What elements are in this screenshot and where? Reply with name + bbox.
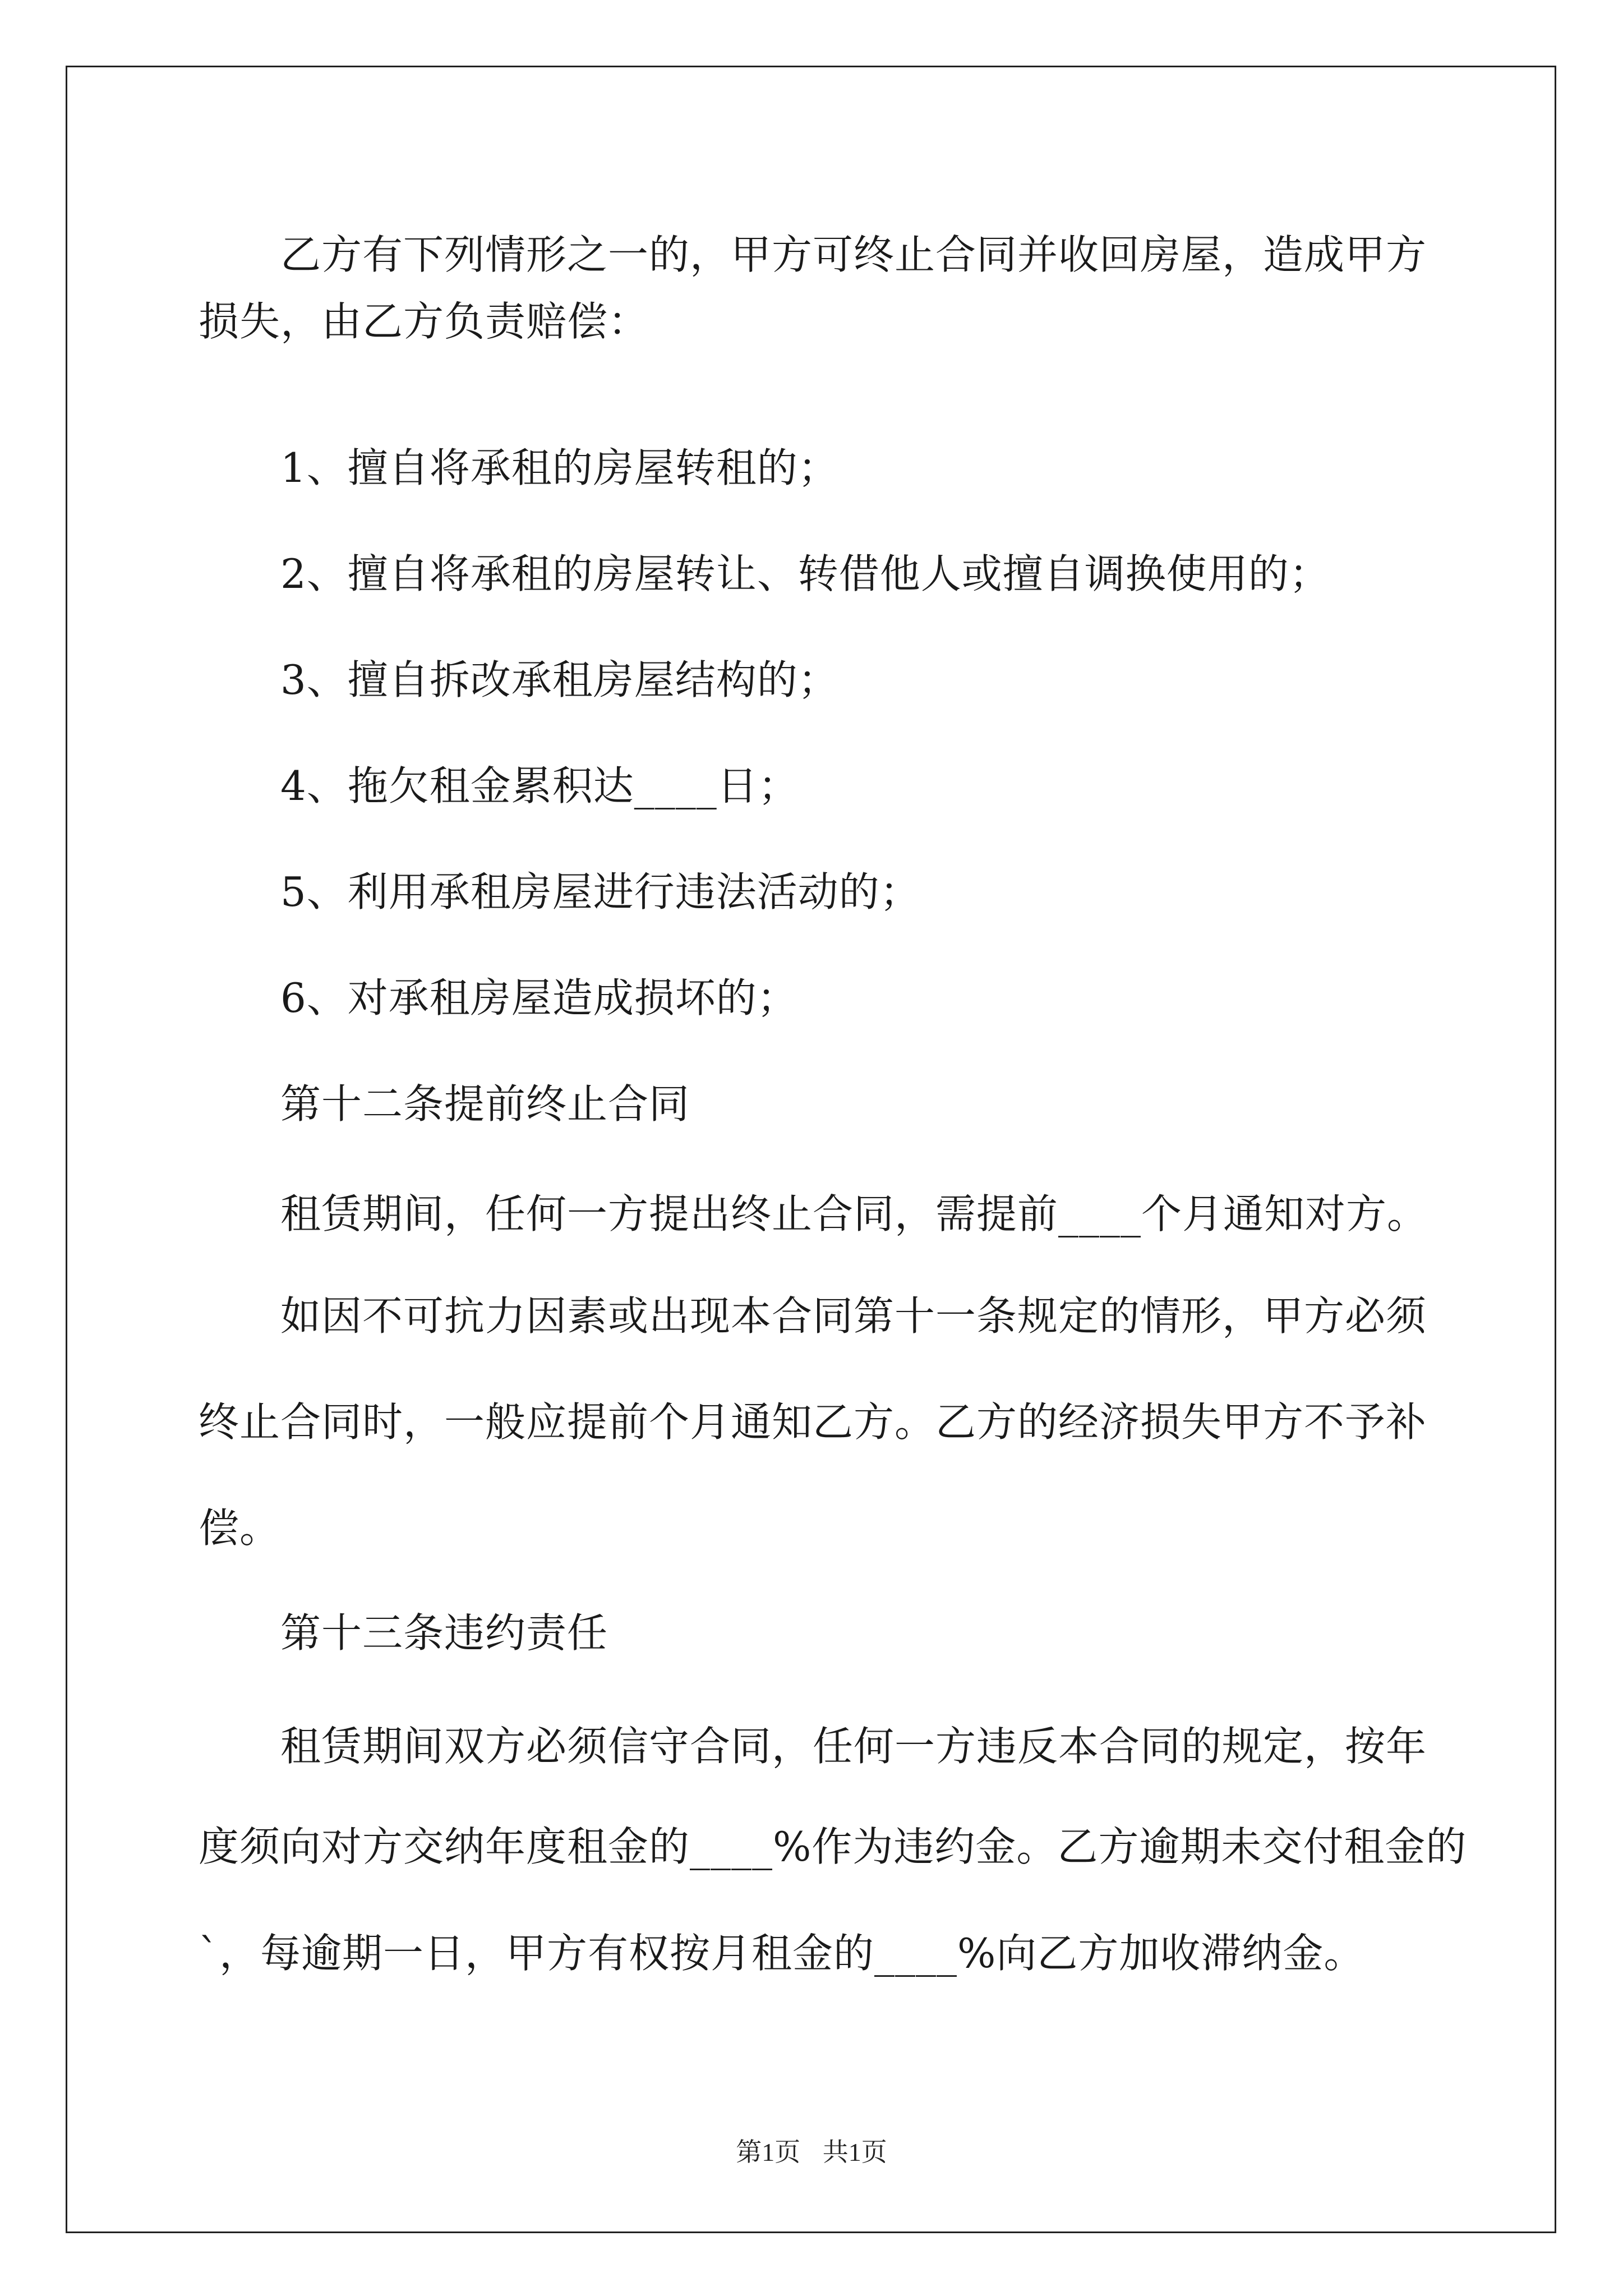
- page-footer: [0, 2132, 1623, 2169]
- paragraph-line: 损失，由乙方负责赔偿：: [199, 298, 649, 345]
- paragraph-line: 租赁期间双方必须信守合同，任何一方违反本合同的规定，按年: [280, 1723, 1427, 1770]
- paragraph-line: `，每逾期一日，甲方有权按月租金的____%向乙方加收滞纳金。: [199, 1930, 1365, 1977]
- section-heading: 第十三条违约责任: [280, 1609, 608, 1657]
- paragraph-line: 偿。: [199, 1504, 281, 1552]
- list-item: 5、利用承租房屋进行违法活动的；: [280, 868, 921, 915]
- paragraph-line: 租赁期间，任何一方提出终止合同，需提前____个月通知对方。: [280, 1190, 1428, 1237]
- section-heading: 第十二条提前终止合同: [280, 1080, 690, 1128]
- paragraph-line: 乙方有下列情形之一的，甲方可终止合同并收回房屋，造成甲方: [280, 231, 1427, 278]
- page-border: [66, 66, 1556, 2233]
- paragraph-line: 如因不可抗力因素或出现本合同第十一条规定的情形，甲方必须: [280, 1292, 1427, 1340]
- page-total: 共1页: [822, 2138, 887, 2166]
- list-item: 1、擅自将承租的房屋转租的；: [280, 444, 839, 491]
- paragraph-line: 度须向对方交纳年度租金的____%作为违约金。乙方逾期未交付租金的: [199, 1823, 1467, 1870]
- page-number: 第1页: [736, 2138, 801, 2166]
- list-item: 6、对承租房屋造成损坏的；: [280, 974, 798, 1022]
- paragraph-line: 终止合同时，一般应提前个月通知乙方。乙方的经济损失甲方不予补: [199, 1398, 1427, 1446]
- list-item: 2、擅自将承租的房屋转让、转借他人或擅自调换使用的；: [280, 550, 1330, 597]
- list-item: 3、擅自拆改承租房屋结构的；: [280, 656, 839, 703]
- list-item: 4、拖欠租金累积达____日；: [280, 762, 799, 809]
